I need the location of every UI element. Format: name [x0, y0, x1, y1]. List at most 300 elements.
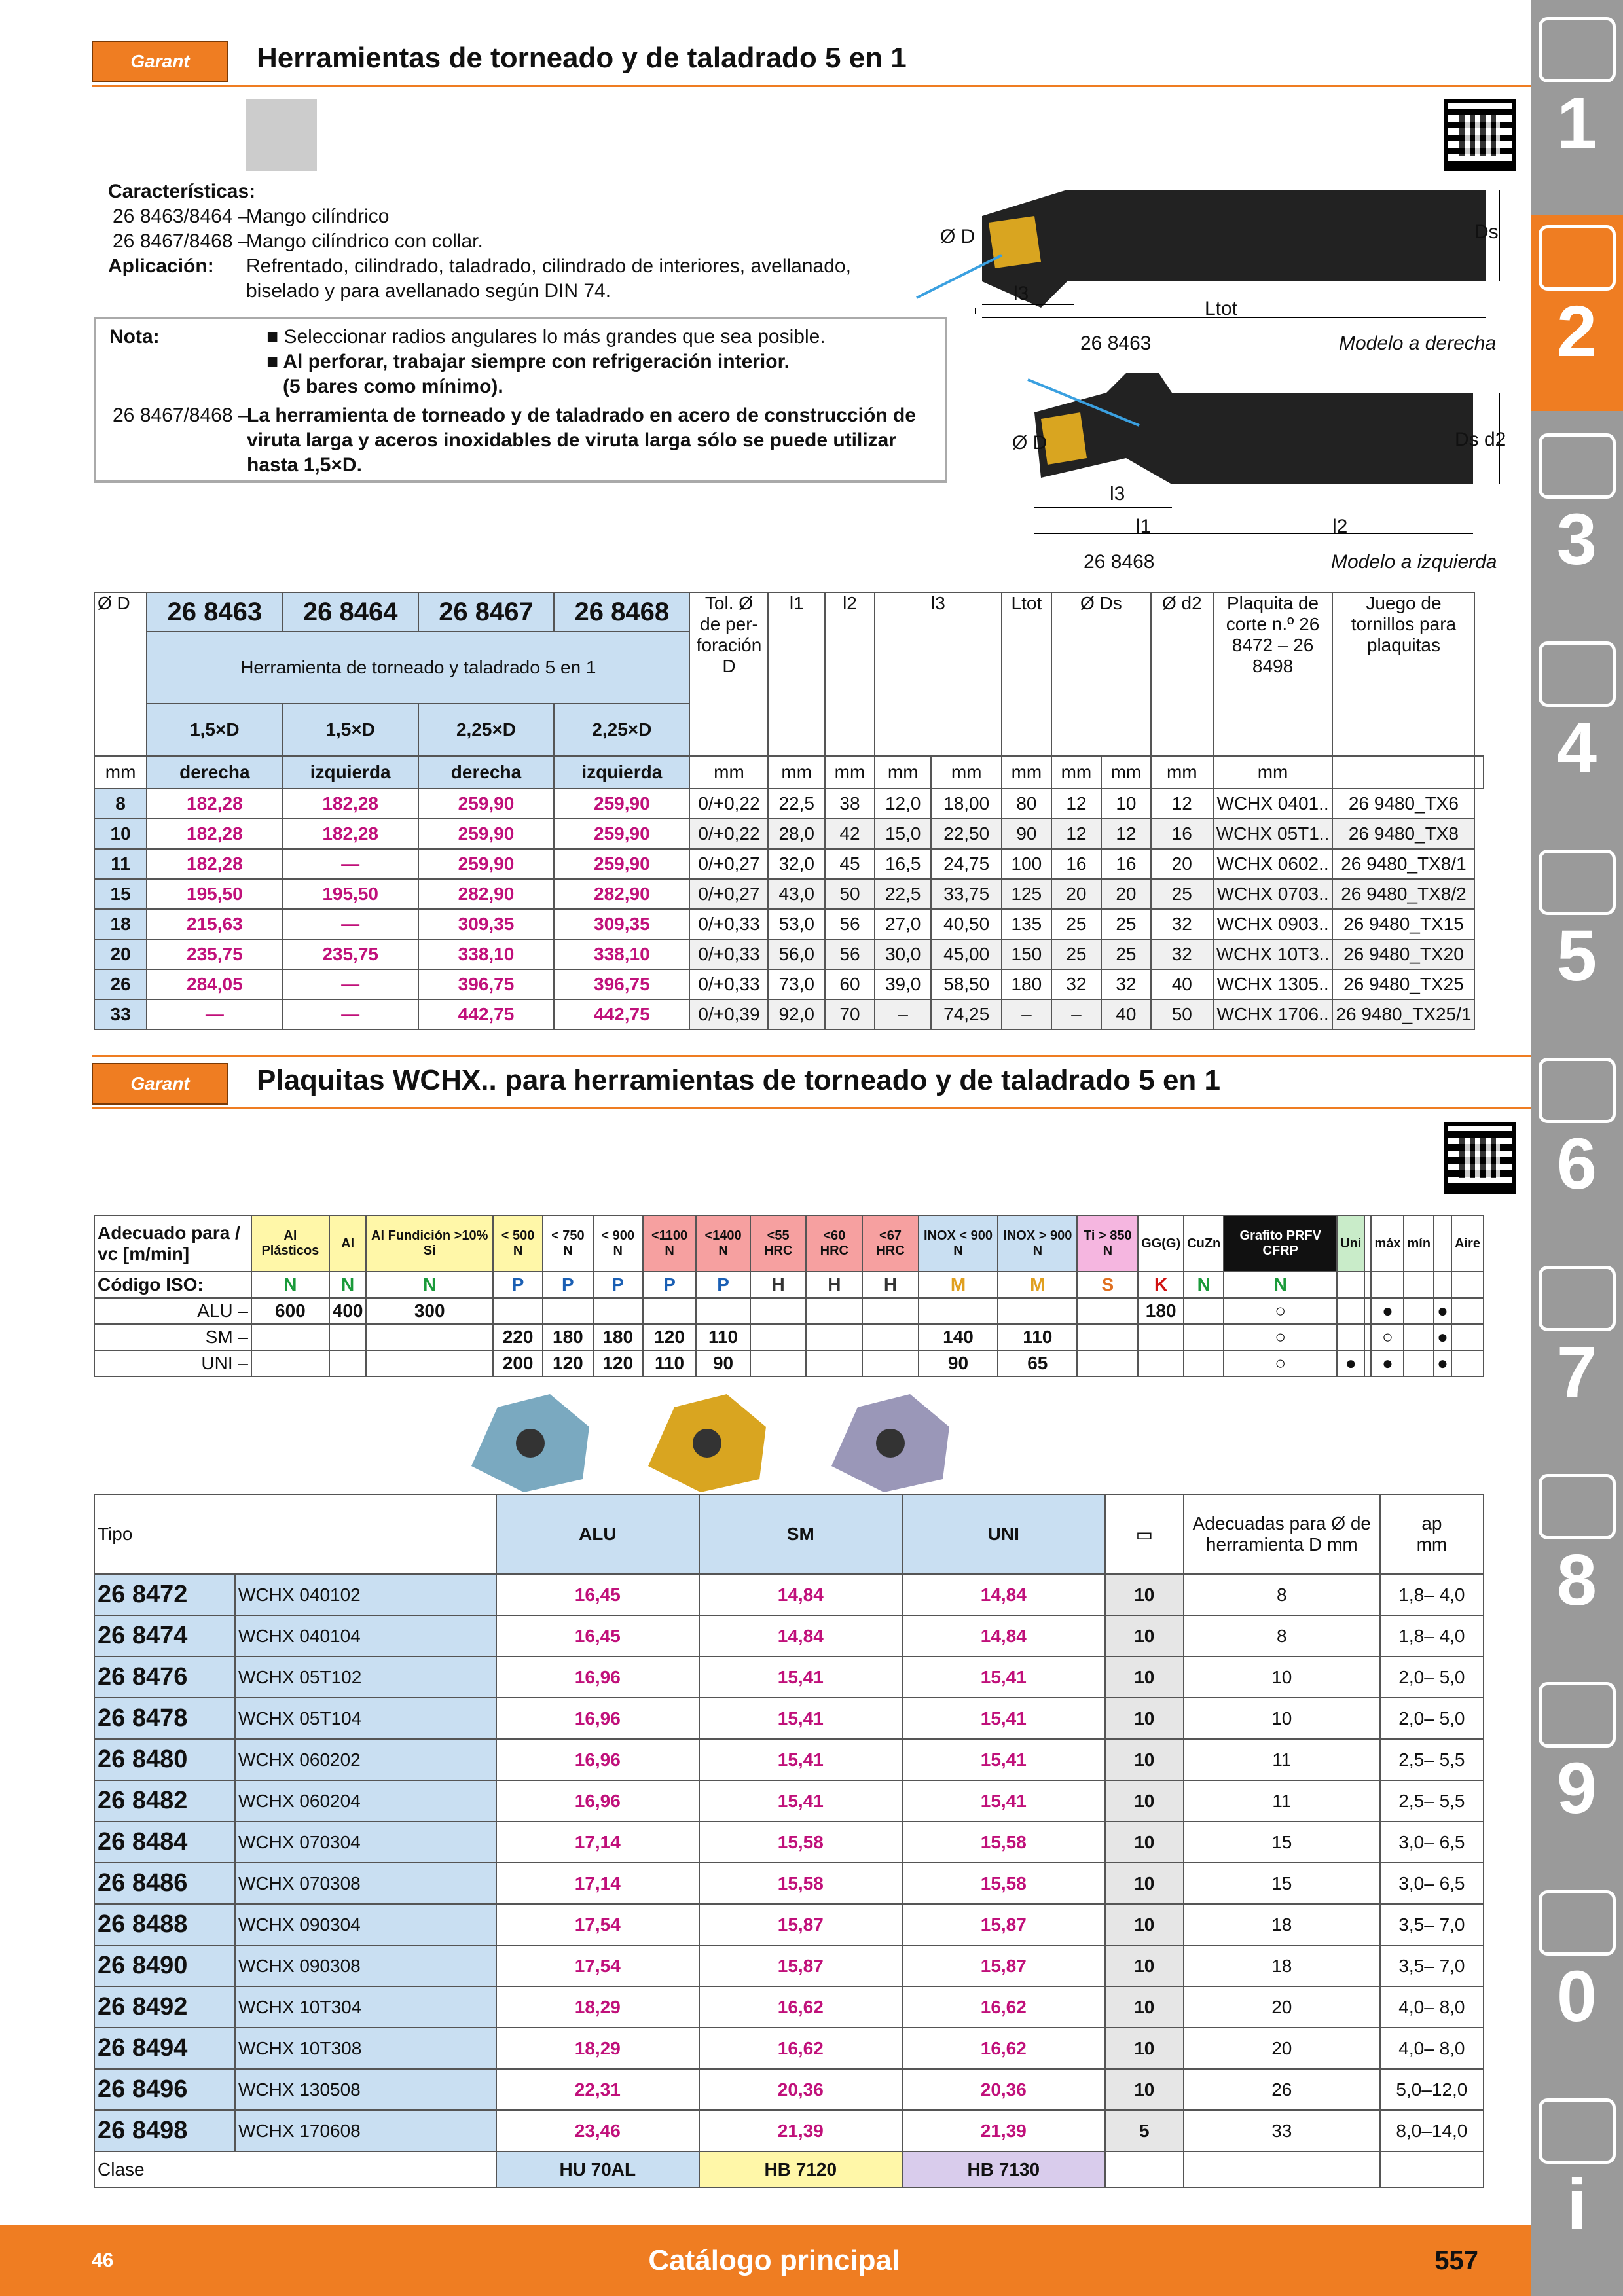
cell: 73,0: [768, 969, 825, 999]
chapter-tab-1[interactable]: [1531, 7, 1623, 203]
cell: 56: [825, 939, 875, 969]
col-adec: Adecuadas para Ø de herramienta D mm: [1184, 1494, 1380, 1574]
ap-cell: 2,5– 5,5: [1380, 1739, 1484, 1780]
drawing-model: Modelo a izquierda: [1331, 551, 1497, 573]
cell: 259,90: [418, 849, 554, 879]
col-juego: Juego de tornillos para plaquitas: [1332, 592, 1474, 756]
cell: 195,50: [283, 879, 418, 909]
cell: 22,50: [931, 819, 1001, 849]
price-cell: 15,58: [699, 1821, 902, 1863]
garant-logo: Garant: [92, 41, 228, 82]
table-row: [94, 1615, 1484, 1657]
cell: [1364, 1298, 1371, 1324]
row-label: ALU –: [94, 1298, 251, 1324]
cell: 110: [998, 1324, 1077, 1350]
article-cell: 26 8492: [94, 1986, 235, 2028]
cell: 200: [493, 1350, 543, 1376]
chapter-number: 3: [1556, 499, 1597, 580]
page-number-left: 46: [92, 2250, 114, 2271]
type-cell: WCHX 090308: [235, 1945, 496, 1986]
caract-label: Características:: [108, 181, 256, 202]
dia-cell: 33: [1184, 2110, 1380, 2151]
cell: 259,90: [554, 819, 689, 849]
price-cell: 15,87: [902, 1904, 1105, 1945]
qr-code[interactable]: [1444, 99, 1516, 171]
price-cell: 15,58: [902, 1863, 1105, 1904]
unit-cell: mm: [1002, 756, 1051, 789]
cell: 90: [919, 1350, 998, 1376]
material-cell: <1400 N: [696, 1215, 750, 1272]
article-cell: 26 8474: [94, 1615, 235, 1657]
insert-images: [458, 1388, 1021, 1499]
cell: 0/+0,33: [689, 969, 768, 999]
cell: 27,0: [875, 909, 932, 939]
chapter-icon: [1539, 1266, 1616, 1331]
cell: 180: [1138, 1298, 1184, 1324]
col-l2: l2: [825, 592, 875, 756]
iso-cell: H: [806, 1272, 862, 1298]
iso-cell: M: [998, 1272, 1077, 1298]
dim-ltot: Ltot: [1205, 298, 1238, 319]
chapter-tab-6[interactable]: [1531, 1047, 1623, 1244]
cell: 282,90: [418, 879, 554, 909]
cell: [862, 1324, 919, 1350]
price-cell: 16,62: [902, 2028, 1105, 2069]
cell: 150: [1002, 939, 1051, 969]
price-cell: 21,39: [902, 2110, 1105, 2151]
cell: 18: [94, 909, 147, 939]
chapter-icon: [1539, 1474, 1616, 1539]
chapter-number: 0: [1556, 1956, 1597, 2037]
article-cell: 26 8480: [94, 1739, 235, 1780]
material-cell: Al: [329, 1215, 367, 1272]
price-cell: 17,14: [496, 1863, 699, 1904]
pack-cell: 10: [1105, 1574, 1184, 1615]
col-code: 26 8467: [418, 592, 554, 632]
tool-subtitle: Herramienta de torneado y taladrado 5 en 1: [147, 632, 689, 704]
note-text: viruta larga y aceros inoxidables de viruta larga sólo se puede utilizar: [247, 429, 897, 451]
article-cell: 26 8484: [94, 1821, 235, 1863]
cell: [251, 1324, 329, 1350]
cell: [1337, 1324, 1364, 1350]
chapter-icon: [1539, 641, 1616, 707]
price-cell: 20,36: [699, 2069, 902, 2110]
dia-cell: 15: [1184, 1821, 1380, 1863]
cell: 18,00: [931, 789, 1001, 819]
dia-cell: 20: [1184, 2028, 1380, 2069]
cell: 182,28: [283, 789, 418, 819]
iso-cell: H: [862, 1272, 919, 1298]
note-bullet: (5 bares como mínimo).: [283, 376, 503, 397]
cell: 26 9480_TX8/1: [1332, 849, 1474, 879]
chapter-icon: [1539, 433, 1616, 499]
ap-cell: 2,0– 5,0: [1380, 1657, 1484, 1698]
price-cell: 16,45: [496, 1615, 699, 1657]
cell: 182,28: [147, 789, 282, 819]
unit-cell: mm: [1213, 756, 1333, 789]
ap-cell: 3,0– 6,5: [1380, 1821, 1484, 1863]
unit-cell: mm: [1101, 756, 1151, 789]
feature-text: Mango cilíndrico con collar.: [246, 230, 483, 252]
cell: 12: [1051, 819, 1101, 849]
col-code: 26 8464: [283, 592, 418, 632]
cell: 15: [94, 879, 147, 909]
iso-cell: N: [1184, 1272, 1224, 1298]
col-plaq: Plaquita de corte n.º 26 8472 – 26 8498: [1213, 592, 1333, 756]
cell: ○: [1371, 1324, 1404, 1350]
ap-cell: 4,0– 8,0: [1380, 2028, 1484, 2069]
cell: 12: [1051, 789, 1101, 819]
price-cell: 18,29: [496, 2028, 699, 2069]
dim-l3b: l3: [1110, 483, 1125, 505]
cell: 45,00: [931, 939, 1001, 969]
cell: [1451, 1298, 1484, 1324]
iso-cell: M: [919, 1272, 998, 1298]
tool-drawing: [910, 177, 1512, 576]
material-cell: <55 HRC: [750, 1215, 807, 1272]
cell: [806, 1324, 862, 1350]
cell: ○: [1224, 1350, 1337, 1376]
table-row: [94, 2069, 1484, 2110]
dia-cell: 15: [1184, 1863, 1380, 1904]
ap-cell: 4,0– 8,0: [1380, 1986, 1484, 2028]
iso-cell: P: [543, 1272, 593, 1298]
cell: 15,0: [875, 819, 932, 849]
unit-cell: mm: [1051, 756, 1101, 789]
cell: 10: [1101, 789, 1151, 819]
cell: 33: [94, 999, 147, 1030]
cell: 220: [493, 1324, 543, 1350]
cell: —: [283, 999, 418, 1030]
dia-cell: 8: [1184, 1574, 1380, 1615]
cell: [366, 1350, 492, 1376]
price-cell: 20,36: [902, 2069, 1105, 2110]
cell: 33,75: [931, 879, 1001, 909]
ap-cell: 3,0– 6,5: [1380, 1863, 1484, 1904]
dia-cell: 11: [1184, 1780, 1380, 1821]
price-cell: 17,54: [496, 1945, 699, 1986]
cell: [1404, 1324, 1434, 1350]
code-text: 26 8467/8468 –: [113, 230, 249, 252]
unit-cell: mm: [875, 756, 932, 789]
cell: 25: [1051, 939, 1101, 969]
dia-cell: 10: [1184, 1698, 1380, 1739]
col-alu: ALU: [496, 1494, 699, 1574]
catalog-title: Catálogo principal: [648, 2244, 900, 2276]
price-cell: 16,96: [496, 1698, 699, 1739]
cell: 32: [1151, 909, 1213, 939]
cell: 180: [1002, 969, 1051, 999]
unit-cell: mm: [1151, 756, 1213, 789]
col-l3: l3: [875, 592, 1002, 756]
cell: —: [283, 849, 418, 879]
cell: ●: [1371, 1350, 1404, 1376]
cell: 0/+0,39: [689, 999, 768, 1030]
cell: WCHX 0903..: [1213, 909, 1333, 939]
chapter-tab-3[interactable]: [1531, 423, 1623, 619]
cell: [543, 1298, 593, 1324]
cell: 282,90: [554, 879, 689, 909]
table-row: [94, 1698, 1484, 1739]
col-code: 26 8468: [554, 592, 689, 632]
type-cell: WCHX 130508: [235, 2069, 496, 2110]
table-row: [94, 1821, 1484, 1863]
dim-l2: l2: [1332, 516, 1348, 537]
divider: [92, 1107, 1531, 1109]
cell: —: [147, 999, 282, 1030]
cell: 24,75: [931, 849, 1001, 879]
garant-logo: Garant: [92, 1063, 228, 1105]
cell: 120: [643, 1324, 696, 1350]
chapter-number: 1: [1556, 83, 1597, 164]
ap-cell: 1,8– 4,0: [1380, 1615, 1484, 1657]
cell: WCHX 0703..: [1213, 879, 1333, 909]
type-cell: WCHX 090304: [235, 1904, 496, 1945]
cell: 182,28: [283, 819, 418, 849]
table-row: [94, 1739, 1484, 1780]
material-cell: <1100 N: [643, 1215, 696, 1272]
cell: 125: [1002, 879, 1051, 909]
cell: WCHX 1706..: [1213, 999, 1333, 1030]
cell: 235,75: [283, 939, 418, 969]
cell: 0/+0,22: [689, 819, 768, 849]
table-row: [94, 1574, 1484, 1615]
table-row: [94, 1986, 1484, 2028]
chapter-icon: [1539, 1890, 1616, 1956]
col-l1: l1: [768, 592, 825, 756]
ap-cell: 5,0–12,0: [1380, 2069, 1484, 2110]
ap-cell: 3,5– 7,0: [1380, 1904, 1484, 1945]
material-cell: INOX > 900 N: [998, 1215, 1077, 1272]
price-cell: 15,87: [902, 1945, 1105, 1986]
col-tol: Tol. Ø de per- foración D: [689, 592, 768, 756]
chapter-tab-2[interactable]: [1531, 215, 1623, 411]
chapter-number: 5: [1556, 916, 1597, 996]
cell: 235,75: [147, 939, 282, 969]
dim-l1: l1: [1136, 516, 1152, 537]
pack-cell: 10: [1105, 1657, 1184, 1698]
cell: 259,90: [554, 849, 689, 879]
cell: 259,90: [418, 789, 554, 819]
dim-dsd2: Ds d2: [1455, 429, 1506, 450]
cell: 40: [1151, 969, 1213, 999]
material-cell: < 900 N: [593, 1215, 643, 1272]
article-cell: 26 8486: [94, 1863, 235, 1904]
pack-cell: 10: [1105, 1821, 1184, 1863]
cell: [1138, 1324, 1184, 1350]
cell: 0/+0,33: [689, 909, 768, 939]
cell: 38: [825, 789, 875, 819]
note-code: 26 8467/8468 –: [113, 404, 249, 426]
table-row: [94, 2028, 1484, 2069]
cell: 26 9480_TX25/1: [1332, 999, 1474, 1030]
cell: ●: [1434, 1298, 1451, 1324]
cell: [1077, 1350, 1138, 1376]
chapter-tab-4[interactable]: [1531, 631, 1623, 827]
section-title-tools: Herramientas de torneado y de taladrado 5 en 1: [257, 42, 907, 74]
extra-cell: mín: [1404, 1215, 1434, 1272]
clase-label: Clase: [94, 2151, 496, 2187]
chapter-tab-9[interactable]: [1531, 1672, 1623, 1868]
ap-cell: 8,0–14,0: [1380, 2110, 1484, 2151]
iso-label: Código ISO:: [94, 1272, 251, 1298]
article-cell: 26 8496: [94, 2069, 235, 2110]
type-cell: WCHX 05T104: [235, 1698, 496, 1739]
cell: 70: [825, 999, 875, 1030]
table-row: [94, 819, 1484, 849]
cell: 259,90: [418, 819, 554, 849]
code-text: 26 8463/8464 –: [113, 206, 249, 227]
price-cell: 16,62: [699, 1986, 902, 2028]
pack-cell: 10: [1105, 1945, 1184, 1986]
cell: WCHX 1305..: [1213, 969, 1333, 999]
price-cell: 15,41: [699, 1739, 902, 1780]
chapter-tab-5[interactable]: [1531, 839, 1623, 1035]
unit-cell: mm: [94, 756, 147, 789]
cell: [750, 1350, 807, 1376]
cell: 42: [825, 819, 875, 849]
ap-cell: 1,8– 4,0: [1380, 1574, 1484, 1615]
material-cell: < 750 N: [543, 1215, 593, 1272]
cell: 26 9480_TX20: [1332, 939, 1474, 969]
cell: –: [1051, 999, 1101, 1030]
chapter-icon: [1539, 850, 1616, 915]
cell: 110: [696, 1324, 750, 1350]
material-cell: Al Fundición >10% Si: [366, 1215, 492, 1272]
cell: 20: [1151, 849, 1213, 879]
cell: 120: [593, 1350, 643, 1376]
cell: 309,35: [418, 909, 554, 939]
row-label: UNI –: [94, 1350, 251, 1376]
cell: [1451, 1324, 1484, 1350]
section-title-inserts: Plaquitas WCHX.. para herramientas de torneado y de taladrado 5 en 1: [257, 1064, 1220, 1096]
cell: 338,10: [418, 939, 554, 969]
cell: 58,50: [931, 969, 1001, 999]
cell: ●: [1337, 1350, 1364, 1376]
price-cell: 18,29: [496, 1986, 699, 2028]
cell: 16,5: [875, 849, 932, 879]
price-cell: 14,84: [699, 1574, 902, 1615]
cell: 338,10: [554, 939, 689, 969]
cell: 180: [593, 1324, 643, 1350]
cell: 20: [1051, 879, 1101, 909]
cell: 26 9480_TX15: [1332, 909, 1474, 939]
cell: [1404, 1298, 1434, 1324]
pack-cell: 10: [1105, 2069, 1184, 2110]
cell: 0/+0,27: [689, 879, 768, 909]
cell: —: [283, 969, 418, 999]
cell: 110: [643, 1350, 696, 1376]
cell: [998, 1298, 1077, 1324]
cell: [1077, 1298, 1138, 1324]
cell: [1364, 1324, 1371, 1350]
cell: [1337, 1298, 1364, 1324]
chapter-tab-i[interactable]: [1531, 2088, 1623, 2284]
ap-cell: 2,0– 5,0: [1380, 1698, 1484, 1739]
cell: [1184, 1324, 1224, 1350]
dia-cell: 8: [1184, 1615, 1380, 1657]
cell: 22,5: [875, 879, 932, 909]
col-uni: UNI: [902, 1494, 1105, 1574]
price-cell: 15,41: [699, 1780, 902, 1821]
dim-d2: Ø D: [1012, 432, 1048, 454]
drawing-code: 26 8468: [1084, 551, 1155, 573]
cell: [696, 1298, 750, 1324]
price-cell: 15,87: [699, 1904, 902, 1945]
ratio-cell: 2,25×D: [418, 704, 554, 756]
chapter-tab-0[interactable]: [1531, 1880, 1623, 2076]
insert-gold-shape-2: [1041, 412, 1087, 465]
type-cell: WCHX 070304: [235, 1821, 496, 1863]
qr-code[interactable]: [1444, 1122, 1516, 1194]
dia-cell: 18: [1184, 1904, 1380, 1945]
note-text: La herramienta de torneado y de taladrado en acero de construcción de: [247, 404, 916, 426]
chapter-tab-8[interactable]: [1531, 1463, 1623, 1660]
tool-right-shape: [982, 190, 1486, 308]
tool-left-shape: [1034, 373, 1473, 484]
row-label: SM –: [94, 1324, 251, 1350]
chapter-number: 8: [1556, 1540, 1597, 1621]
article-cell: 26 8494: [94, 2028, 235, 2069]
cell: [643, 1298, 696, 1324]
cell: 25: [1051, 909, 1101, 939]
note-bullet: ■ Al perforar, trabajar siempre con refrigeración interior.: [266, 351, 790, 372]
cell: 26 9480_TX25: [1332, 969, 1474, 999]
page-number-right: 557: [1434, 2246, 1478, 2275]
cell: 12: [1151, 789, 1213, 819]
price-cell: 16,62: [699, 2028, 902, 2069]
cell: [862, 1298, 919, 1324]
footer: [0, 2225, 1531, 2296]
clase-cell: HB 7120: [699, 2151, 902, 2187]
article-cell: 26 8478: [94, 1698, 235, 1739]
note-box: [94, 317, 947, 483]
price-cell: 23,46: [496, 2110, 699, 2151]
cell: 53,0: [768, 909, 825, 939]
cell: ○: [1224, 1298, 1337, 1324]
cell: 11: [94, 849, 147, 879]
cell: 120: [543, 1350, 593, 1376]
extra-cell: [1434, 1215, 1451, 1272]
dia-cell: 11: [1184, 1739, 1380, 1780]
insert-gold-shape: [989, 216, 1041, 268]
price-cell: 15,41: [699, 1698, 902, 1739]
article-cell: 26 8488: [94, 1904, 235, 1945]
col-d: Ø D: [94, 592, 147, 756]
pack-cell: 10: [1105, 1863, 1184, 1904]
material-cell: Grafito PRFV CFRP: [1224, 1215, 1337, 1272]
extra-cell: máx: [1371, 1215, 1404, 1272]
iso-cell: N: [251, 1272, 329, 1298]
chapter-number: 9: [1556, 1748, 1597, 1829]
cell: 26 9480_TX8/2: [1332, 879, 1474, 909]
cell: WCHX 0602..: [1213, 849, 1333, 879]
article-cell: 26 8472: [94, 1574, 235, 1615]
cell: [1077, 1324, 1138, 1350]
cell: [1364, 1350, 1371, 1376]
cell: [862, 1350, 919, 1376]
material-cell: CuZn: [1184, 1215, 1224, 1272]
cell: 0/+0,27: [689, 849, 768, 879]
iso-cell: H: [750, 1272, 807, 1298]
cell: 442,75: [554, 999, 689, 1030]
unit-cell: mm: [825, 756, 875, 789]
dim-ds: Ds: [1474, 221, 1499, 243]
iso-cell: P: [593, 1272, 643, 1298]
chapter-tab-7[interactable]: [1531, 1255, 1623, 1452]
dir-cell: derecha: [147, 756, 282, 789]
cell: 25: [1101, 909, 1151, 939]
